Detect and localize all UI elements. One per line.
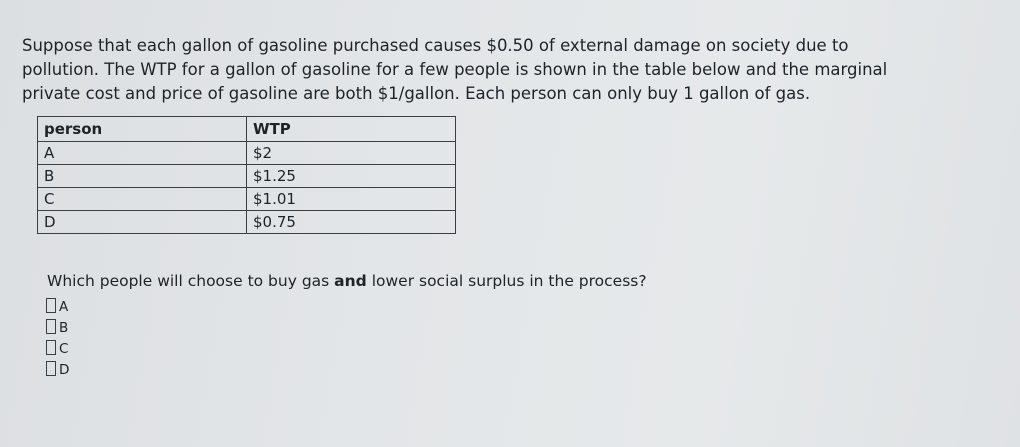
- table-row: [38, 188, 456, 211]
- table-header-row: [38, 117, 456, 142]
- question-part-1: Which people will choose to buy gas: [47, 272, 335, 290]
- option-b[interactable]: [46, 318, 69, 339]
- option-c[interactable]: [46, 339, 69, 360]
- option-label: A: [59, 299, 69, 315]
- question-part-2: lower social surplus in the process?: [366, 272, 647, 290]
- cell-wtp: $1.25: [247, 165, 456, 188]
- table-row: [38, 211, 456, 234]
- option-label: B: [59, 320, 69, 336]
- header-person: person: [38, 117, 247, 142]
- checkbox-icon[interactable]: [46, 319, 56, 334]
- wtp-table: [37, 116, 456, 234]
- cell-wtp: $0.75: [247, 211, 456, 234]
- question-text: [47, 272, 647, 290]
- option-a[interactable]: [46, 297, 69, 318]
- question-emphasis: and: [334, 272, 367, 290]
- table-row: [38, 165, 456, 188]
- statement-line-2: pollution. The WTP for a gallon of gasoline for a few people is shown in the table below and the marginal: [22, 60, 888, 79]
- checkbox-icon[interactable]: [46, 361, 56, 376]
- cell-person: A: [38, 142, 247, 165]
- answer-options: [46, 297, 69, 381]
- option-label: C: [59, 341, 69, 357]
- checkbox-icon[interactable]: [46, 298, 56, 313]
- statement-line-1: Suppose that each gallon of gasoline purchased causes $0.50 of external damage on society due to: [22, 36, 849, 55]
- checkbox-icon[interactable]: [46, 340, 56, 355]
- option-label: D: [59, 362, 70, 378]
- table-row: [38, 142, 456, 165]
- statement-line-3: private cost and price of gasoline are both $1/gallon. Each person can only buy 1 gallon of gas.: [22, 84, 811, 103]
- cell-wtp: $2: [247, 142, 456, 165]
- option-d[interactable]: [46, 360, 69, 381]
- header-wtp: WTP: [247, 117, 456, 142]
- cell-person: D: [38, 211, 247, 234]
- problem-statement: [22, 34, 1012, 106]
- cell-person: C: [38, 188, 247, 211]
- cell-wtp: $1.01: [247, 188, 456, 211]
- cell-person: B: [38, 165, 247, 188]
